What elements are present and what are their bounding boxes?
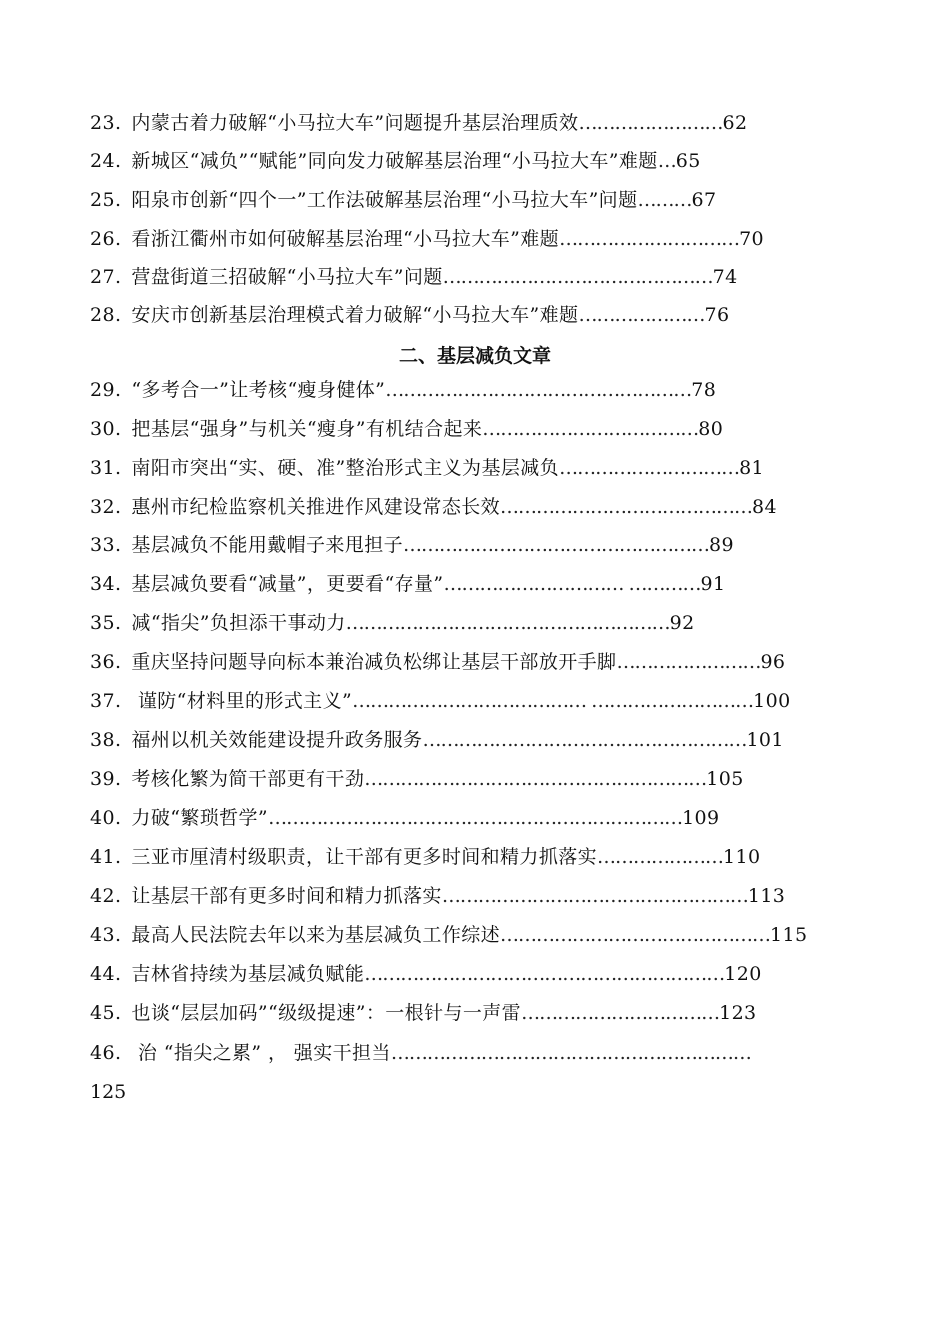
entry-page-number: 109 xyxy=(682,807,720,829)
entry-number: 36. xyxy=(90,651,122,673)
entry-page-number: 70 xyxy=(739,228,765,250)
entry-page-number: 91 xyxy=(700,573,726,595)
toc-entry-46 xyxy=(90,1038,751,1068)
entry-page-number: 115 xyxy=(770,924,808,946)
entry-title: 安庆市创新基层治理模式着力破解“小马拉大车”难题 xyxy=(131,304,579,326)
toc-entry-39 xyxy=(90,764,744,794)
entry-title: 考核化繁为简干部更有干劲 xyxy=(131,768,365,790)
entry-number: 40. xyxy=(90,807,122,829)
toc-entry-36 xyxy=(90,647,785,677)
toc-entry-45 xyxy=(90,998,757,1028)
entry-page-number: 78 xyxy=(691,379,717,401)
leader-dots: ……… xyxy=(637,189,692,211)
toc-entry-34 xyxy=(90,569,726,599)
entry-46-page-number: 125 xyxy=(90,1081,127,1103)
entry-number: 38. xyxy=(90,729,122,751)
entry-page-number: 100 xyxy=(753,690,791,712)
entry-title: 阳泉市创新“四个一”工作法破解基层治理“小马拉大车”问题 xyxy=(131,189,638,211)
entry-page-number: 120 xyxy=(724,963,762,985)
toc-entry-26 xyxy=(90,224,764,254)
entry-page-number: 96 xyxy=(760,651,786,673)
entry-number: 32. xyxy=(90,496,122,518)
toc-entry-41 xyxy=(90,842,761,872)
entry-number: 26. xyxy=(90,228,122,250)
leader-dots: …………………………… xyxy=(521,1002,720,1024)
entry-number: 29. xyxy=(90,379,122,401)
leader-dots: …………………………………………………………… xyxy=(268,807,683,829)
entry-page-number: 89 xyxy=(709,534,735,556)
entry-title: 最高人民法院去年以来为基层减负工作综述 xyxy=(131,924,501,946)
entry-title: 谨防“材料里的形式主义” xyxy=(131,690,353,712)
entry-page-number: 84 xyxy=(752,496,778,518)
entry-number: 41. xyxy=(90,846,122,868)
entry-number: 34. xyxy=(90,573,122,595)
entry-title: 让基层干部有更多时间和精力抓落实 xyxy=(131,885,442,907)
leader-dots: …………………………………………… xyxy=(385,379,692,401)
entry-page-number: 62 xyxy=(722,112,748,134)
leader-dots: ……………………………………………… xyxy=(422,729,747,751)
toc-entry-38 xyxy=(90,725,784,755)
entry-number: 25. xyxy=(90,189,122,211)
toc-entry-23 xyxy=(90,108,747,138)
toc-entry-29 xyxy=(90,375,716,405)
entry-title: 新城区“减负”“赋能”同向发力破解基层治理“小马拉大车”难题 xyxy=(131,150,658,172)
toc-entry-32 xyxy=(90,492,777,522)
entry-number: 30. xyxy=(90,418,122,440)
entry-number: 39. xyxy=(90,768,122,790)
toc-entry-24 xyxy=(90,146,701,176)
leader-dots: … xyxy=(657,150,676,172)
entry-page-number: 76 xyxy=(704,304,730,326)
toc-entry-42 xyxy=(90,881,785,911)
entry-number: 35. xyxy=(90,612,122,634)
entry-title: 福州以机关效能建设提升政务服务 xyxy=(131,729,423,751)
leader-dots: …………………………………… xyxy=(500,496,753,518)
leader-dots: ………………………… ………… xyxy=(443,573,701,595)
entry-title: 看浙江衢州市如何破解基层治理“小马拉大车”难题 xyxy=(131,228,560,250)
entry-page-number: 101 xyxy=(746,729,784,751)
toc-entry-30 xyxy=(90,414,723,444)
entry-number: 42. xyxy=(90,885,122,907)
entry-title: 惠州市纪检监察机关推进作风建设常态长效 xyxy=(131,496,501,518)
leader-dots: ………………… xyxy=(597,846,724,868)
entry-title: 力破“繁琐哲学” xyxy=(131,807,269,829)
entry-number: 43. xyxy=(90,924,122,946)
leader-dots: ………………………… xyxy=(559,457,740,479)
entry-number: 33. xyxy=(90,534,122,556)
entry-number: 28. xyxy=(90,304,122,326)
leader-dots: ……………………………………… xyxy=(500,924,771,946)
entry-title: 吉林省持续为基层减负赋能 xyxy=(131,963,365,985)
leader-dots: ………………… xyxy=(578,304,705,326)
toc-entry-28 xyxy=(90,300,729,330)
entry-number: 27. xyxy=(90,266,122,288)
leader-dots: ………………………………………………… xyxy=(364,768,707,790)
entry-page-number: 105 xyxy=(706,768,744,790)
leader-dots: …………………… xyxy=(616,651,761,673)
entry-page-number: 74 xyxy=(712,266,738,288)
entry-title: 内蒙古着力破解“小马拉大车”问题提升基层治理质效 xyxy=(131,112,579,134)
entry-title: 治 “指尖之累” ， 强实干担当 xyxy=(131,1042,391,1064)
entry-number: 24. xyxy=(90,150,122,172)
entry-title: 南阳市突出“实、硬、准”整治形式主义为基层减负 xyxy=(131,457,560,479)
section-heading: 二、基层减负文章 xyxy=(398,345,551,367)
toc-entry-37 xyxy=(90,686,791,716)
entry-page-number: 110 xyxy=(723,846,761,868)
entry-page-number: 80 xyxy=(698,418,724,440)
toc-entry-33 xyxy=(90,530,734,560)
toc-entry-40 xyxy=(90,803,720,833)
entry-title: 基层减负不能用戴帽子来甩担子 xyxy=(131,534,404,556)
leader-dots: …………………………………………… xyxy=(403,534,710,556)
entry-title: 把基层“强身”与机关“瘦身”有机结合起来 xyxy=(131,418,483,440)
entry-number: 46. xyxy=(90,1042,122,1064)
entry-number: 23. xyxy=(90,112,122,134)
leader-dots: ……………………………… xyxy=(482,418,699,440)
toc-entry-44 xyxy=(90,959,762,989)
leader-dots: …………………………………………… xyxy=(441,885,748,907)
entry-page-number: 113 xyxy=(747,885,786,907)
entry-title: 重庆坚持问题导向标本兼治减负松绑让基层干部放开手脚 xyxy=(131,651,617,673)
entry-page-number: 123 xyxy=(719,1002,757,1024)
entry-page-number: 67 xyxy=(691,189,717,211)
entry-number: 37. xyxy=(90,690,122,712)
leader-dots: ………………………………… ……………………… xyxy=(352,690,754,712)
toc-entry-25 xyxy=(90,185,716,215)
leader-dots: ……………………………………………… xyxy=(345,612,670,634)
toc-entry-43 xyxy=(90,920,808,950)
entry-title: 也谈“层层加码”“级级提速”：一根针与一声雷 xyxy=(131,1002,522,1024)
entry-page-number: 81 xyxy=(739,457,765,479)
entry-page-number: 92 xyxy=(669,612,695,634)
entry-title: “多考合一”让考核“瘦身健体” xyxy=(131,379,386,401)
entry-page-number: 65 xyxy=(675,150,701,172)
entry-title: 三亚市厘清村级职责，让干部有更多时间和精力抓落实 xyxy=(131,846,598,868)
entry-title: 基层减负要看“减量”，更要看“存量” xyxy=(131,573,444,595)
leader-dots: …………………………………………………… xyxy=(390,1042,751,1064)
leader-dots: ………………………… xyxy=(559,228,740,250)
toc-entry-31 xyxy=(90,453,764,483)
entry-title: 减“指尖”负担添干事动力 xyxy=(131,612,346,634)
entry-number: 44. xyxy=(90,963,122,985)
entry-title: 营盘街道三招破解“小马拉大车”问题 xyxy=(131,266,443,288)
leader-dots: …………………… xyxy=(578,112,723,134)
toc-entry-27 xyxy=(90,262,738,292)
toc-entry-35 xyxy=(90,608,695,638)
entry-number: 45. xyxy=(90,1002,122,1024)
leader-dots: …………………………………………………… xyxy=(364,963,725,985)
entry-number: 31. xyxy=(90,457,122,479)
leader-dots: ……………………………………… xyxy=(442,266,713,288)
